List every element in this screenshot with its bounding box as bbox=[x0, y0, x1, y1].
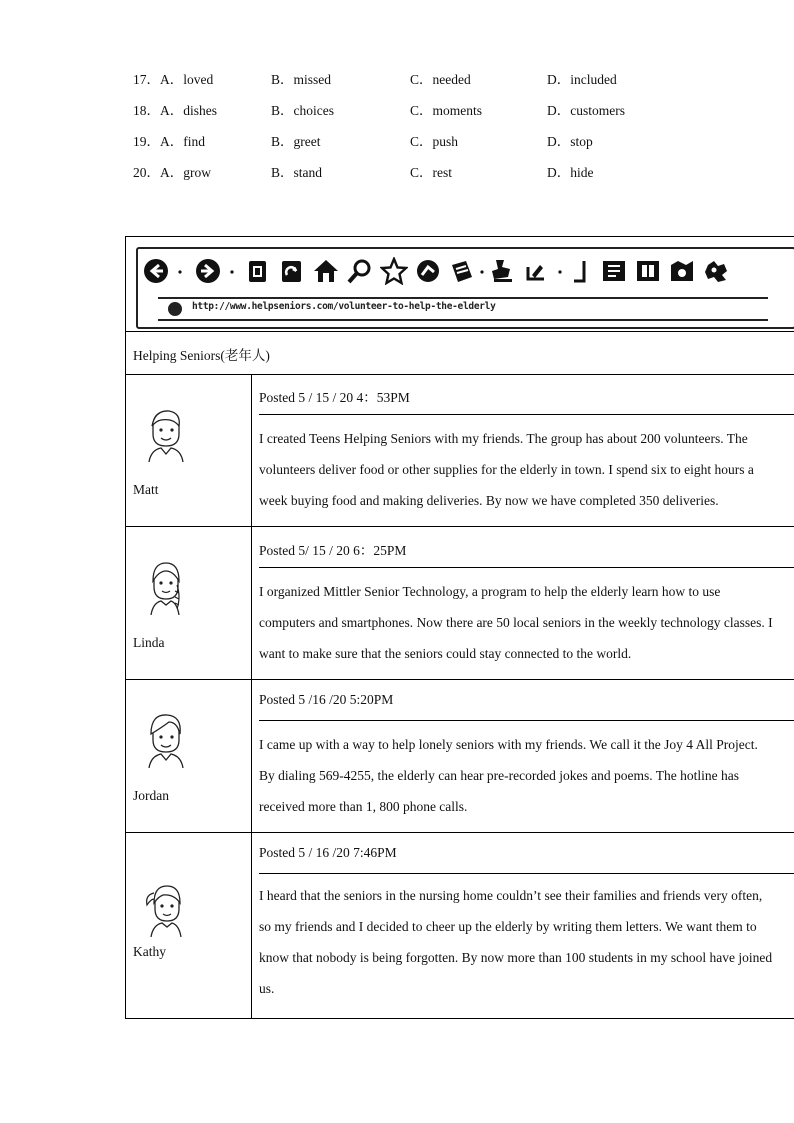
video-icon[interactable] bbox=[668, 257, 696, 285]
author-column bbox=[126, 680, 252, 832]
home-icon[interactable] bbox=[312, 257, 340, 285]
author-name: Matt bbox=[133, 482, 159, 497]
page-title-row bbox=[126, 331, 794, 375]
post-body bbox=[259, 423, 791, 516]
print-icon[interactable] bbox=[488, 257, 516, 285]
post-timestamp-row bbox=[259, 833, 794, 874]
post-line: received more than 1, 800 phone calls. bbox=[259, 799, 468, 814]
option-d: D．customers bbox=[547, 103, 625, 118]
search-icon[interactable] bbox=[346, 257, 374, 285]
address-bar[interactable] bbox=[158, 297, 768, 321]
post-line: us. bbox=[259, 981, 275, 996]
post-body bbox=[259, 729, 791, 822]
separator-icon bbox=[556, 257, 564, 285]
post-timestamp: Posted 5/ 15 / 20 6：25PM bbox=[259, 543, 407, 558]
question-19 bbox=[133, 130, 733, 150]
option-c: C．push bbox=[410, 134, 459, 149]
question-18 bbox=[133, 99, 733, 119]
post-matt bbox=[126, 374, 794, 527]
post-line: I organized Mittler Senior Technology, a program to help the elderly learn how to use bbox=[259, 584, 721, 599]
copy-icon[interactable] bbox=[244, 257, 272, 285]
avatar-girl-icon bbox=[139, 879, 189, 937]
music-icon[interactable] bbox=[634, 257, 662, 285]
webpage-frame bbox=[125, 236, 794, 1019]
author-column bbox=[126, 374, 252, 526]
option-c: C．needed bbox=[410, 72, 471, 87]
post-line: know that nobody is being forgotten. By now more than 100 students in my school have joined bbox=[259, 950, 773, 965]
tools-icon[interactable] bbox=[702, 257, 730, 285]
separator-icon bbox=[176, 257, 184, 285]
browser-window bbox=[136, 247, 794, 329]
back-icon[interactable] bbox=[142, 257, 170, 285]
option-d: D．hide bbox=[547, 165, 594, 180]
option-a: 17．A．loved bbox=[133, 72, 214, 87]
post-kathy bbox=[126, 833, 794, 1018]
option-a: 18．A．dishes bbox=[133, 103, 217, 118]
option-a: 20．A．grow bbox=[133, 165, 211, 180]
question-20 bbox=[133, 161, 733, 181]
star-icon[interactable] bbox=[380, 257, 408, 285]
author-name: Jordan bbox=[133, 788, 169, 803]
post-linda bbox=[126, 527, 794, 680]
option-d: D．stop bbox=[547, 134, 593, 149]
option-c: C．moments bbox=[410, 103, 483, 118]
post-timestamp: Posted 5 / 16 /20 7:46PM bbox=[259, 845, 397, 860]
option-c: C．rest bbox=[410, 165, 452, 180]
post-line: computers and smartphones. Now there are 50 local seniors in the weekly technology classes. I bbox=[259, 615, 773, 630]
post-line: week buying food and making deliveries. By now we have completed 350 deliveries. bbox=[259, 493, 719, 508]
post-line: want to make sure that the seniors could stay connected to the world. bbox=[259, 646, 632, 661]
author-name: Kathy bbox=[133, 944, 166, 959]
avatar-boy-icon bbox=[139, 404, 189, 462]
author-column bbox=[126, 527, 252, 679]
post-timestamp-row bbox=[259, 527, 794, 568]
page-icon bbox=[168, 302, 182, 316]
post-timestamp-row bbox=[259, 374, 794, 415]
option-a: 19．A．find bbox=[133, 134, 205, 149]
post-line: so my friends and I decided to cheer up the elderly by writing them letters. We want them to bbox=[259, 919, 757, 934]
author-name: Linda bbox=[133, 635, 165, 650]
url-text: http://www.helpseniors.com/volunteer-to-help-the-elderly bbox=[192, 301, 496, 312]
post-timestamp: Posted 5 /16 /20 5:20PM bbox=[259, 692, 394, 707]
edit-icon[interactable] bbox=[522, 257, 550, 285]
option-d: D．included bbox=[547, 72, 617, 87]
toolbar-icons bbox=[142, 255, 782, 289]
option-b: B．choices bbox=[271, 103, 334, 118]
option-b: B．stand bbox=[271, 165, 323, 180]
post-line: I created Teens Helping Seniors with my friends. The group has about 200 volunteers. The bbox=[259, 431, 748, 446]
page-icon[interactable] bbox=[570, 257, 598, 285]
history-icon[interactable] bbox=[414, 257, 442, 285]
post-line: volunteers deliver food or other supplies for the elderly in town. I spend six to eight hours a bbox=[259, 462, 754, 477]
forward-icon[interactable] bbox=[194, 257, 222, 285]
separator-icon bbox=[478, 257, 486, 285]
refresh-icon[interactable] bbox=[278, 257, 306, 285]
post-timestamp: Posted 5 / 15 / 20 4：53PM bbox=[259, 390, 410, 405]
question-17 bbox=[133, 68, 733, 88]
avatar-girl-icon bbox=[139, 557, 189, 615]
mail-icon[interactable] bbox=[448, 257, 476, 285]
page-title: Helping Seniors(老年人) bbox=[133, 348, 270, 363]
post-body bbox=[259, 576, 791, 669]
post-line: I heard that the seniors in the nursing home couldn’t see their families and friends very often, bbox=[259, 888, 763, 903]
option-b: B．greet bbox=[271, 134, 321, 149]
post-line: By dialing 569-4255, the elderly can hear pre-recorded jokes and poems. The hotline has bbox=[259, 768, 739, 783]
author-column bbox=[126, 833, 252, 1018]
avatar-boy-icon bbox=[139, 710, 189, 768]
browser-toolbar bbox=[126, 237, 794, 332]
doc-icon[interactable] bbox=[600, 257, 628, 285]
post-body bbox=[259, 880, 791, 1004]
post-timestamp-row bbox=[259, 680, 794, 721]
separator-icon bbox=[228, 257, 236, 285]
post-jordan bbox=[126, 680, 794, 833]
post-line: I came up with a way to help lonely seniors with my friends. We call it the Joy 4 All Project. bbox=[259, 737, 758, 752]
option-b: B．missed bbox=[271, 72, 332, 87]
